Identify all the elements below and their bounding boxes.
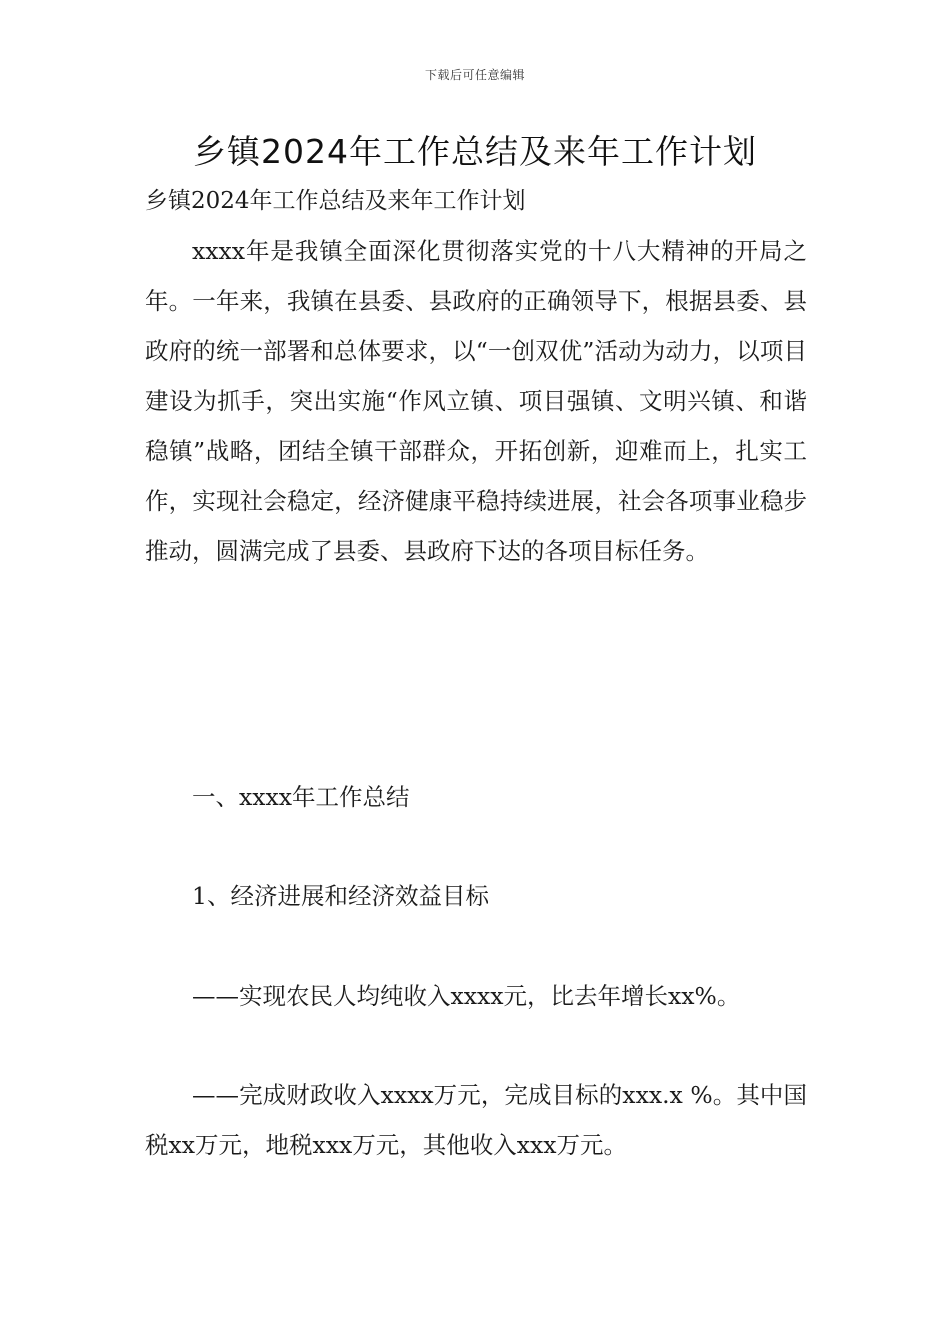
document-subtitle: 乡镇2024年工作总结及来年工作计划 [145, 188, 526, 214]
document-title: 乡镇2024年工作总结及来年工作计划 [193, 132, 757, 171]
intro-section [145, 226, 807, 576]
bullet-paragraph: ——实现农民人均纯收入xxxx元，比去年增长xx%。 [192, 982, 741, 1010]
section-heading: 一、xxxx年工作总结 [192, 783, 410, 811]
subsection-heading: 1、经济进展和经济效益目标 [192, 882, 489, 910]
intro-paragraph: xxxx年是我镇全面深化贯彻落实党的十八大精神的开局之年。一年来，我镇在县委、县政府的正确领导下，根据县委、县政府的统一部署和总体要求，以“一创双优”活动为动力，以项目建设为抓手，突出实施“作风立镇、项目强镇、文明兴镇、和谐稳镇”战略，团结全镇干部群众，开拓创新，迎难而上，扎实工作，实现社会稳定，经济健康平稳持续进展，社会各项事业稳步推动，圆满完成了县委、县政府下达的各项目标任务。 [145, 237, 807, 565]
bullet-paragraph: ——完成财政收入xxxx万元，完成目标的xxx.x %。其中国税xx万元，地税xxx万元，其他收入xxx万元。 [145, 1081, 807, 1159]
header-note: 下载后可任意编辑 [424, 68, 525, 82]
